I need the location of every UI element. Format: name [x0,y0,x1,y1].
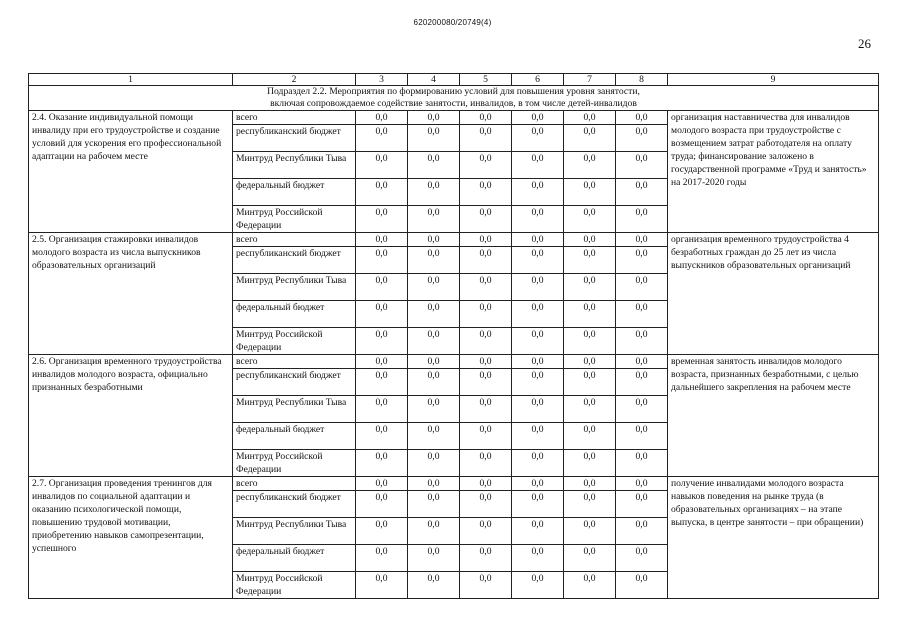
value-cell: 0,0 [564,572,616,599]
value-cell: 0,0 [512,274,564,301]
table-row [29,233,879,247]
value-cell: 0,0 [564,247,616,274]
funding-source: федеральный бюджет [233,301,356,328]
value-cell: 0,0 [616,206,668,233]
value-cell: 0,0 [408,328,460,355]
value-cell: 0,0 [356,301,408,328]
value-cell: 0,0 [408,247,460,274]
value-cell: 0,0 [512,111,564,125]
value-cell: 0,0 [616,396,668,423]
value-cell: 0,0 [356,233,408,247]
funding-source: всего [233,233,356,247]
value-cell: 0,0 [408,491,460,518]
value-cell: 0,0 [356,274,408,301]
value-cell: 0,0 [564,518,616,545]
value-cell: 0,0 [564,233,616,247]
value-cell: 0,0 [512,125,564,152]
value-cell: 0,0 [616,477,668,491]
value-cell: 0,0 [356,355,408,369]
value-cell: 0,0 [460,179,512,206]
value-cell: 0,0 [512,355,564,369]
value-cell: 0,0 [408,396,460,423]
funding-source: всего [233,355,356,369]
value-cell: 0,0 [408,518,460,545]
funding-source: Минтруд Российской Федерации [233,206,356,233]
value-cell: 0,0 [460,396,512,423]
funding-source: федеральный бюджет [233,179,356,206]
value-cell: 0,0 [408,233,460,247]
value-cell: 0,0 [356,572,408,599]
funding-source: федеральный бюджет [233,545,356,572]
value-cell: 0,0 [460,233,512,247]
value-cell: 0,0 [408,125,460,152]
value-cell: 0,0 [616,301,668,328]
funding-source: федеральный бюджет [233,423,356,450]
header-cell: 7 [564,74,616,86]
value-cell: 0,0 [460,369,512,396]
value-cell: 0,0 [564,355,616,369]
measure-title: 2.6. Организация временного трудоустройства инвалидов молодого возраста, официально признанных безработными [29,355,233,477]
value-cell: 0,0 [616,450,668,477]
value-cell: 0,0 [616,572,668,599]
page-number: 26 [858,36,871,51]
subsection-row [29,86,879,111]
value-cell: 0,0 [512,233,564,247]
value-cell: 0,0 [460,328,512,355]
value-cell: 0,0 [356,247,408,274]
table-row [29,477,879,491]
table-row [29,355,879,369]
value-cell: 0,0 [564,328,616,355]
value-cell: 0,0 [356,450,408,477]
value-cell: 0,0 [460,274,512,301]
value-cell: 0,0 [460,545,512,572]
value-cell: 0,0 [356,518,408,545]
value-cell: 0,0 [460,518,512,545]
value-cell: 0,0 [512,179,564,206]
funding-source: республиканский бюджет [233,369,356,396]
measure-title: 2.7. Организация проведения тренингов для инвалидов по социальной адаптации и оказанию психологической помощи, повышению трудовой мотивации, приобретению навыков самопрезентации, успешного [29,477,233,599]
funding-source: всего [233,111,356,125]
table-row [29,111,879,125]
expected-result: организация наставничества для инвалидов молодого возраста при трудоустройстве с возмещением затрат работодателя на оплату труда; финансирование заложено в государственной программе «Труд и занятость» на 2017-2020 годы [668,111,879,233]
value-cell: 0,0 [408,111,460,125]
value-cell: 0,0 [460,491,512,518]
value-cell: 0,0 [512,518,564,545]
measure-title: 2.5. Организация стажировки инвалидов молодого возраста из числа выпускников образовательных организаций [29,233,233,355]
value-cell: 0,0 [512,152,564,179]
value-cell: 0,0 [512,328,564,355]
value-cell: 0,0 [408,179,460,206]
value-cell: 0,0 [408,355,460,369]
value-cell: 0,0 [564,274,616,301]
value-cell: 0,0 [564,423,616,450]
value-cell: 0,0 [616,518,668,545]
value-cell: 0,0 [408,450,460,477]
header-cell: 5 [460,74,512,86]
measure-title: 2.4. Оказание индивидуальной помощи инвалиду при его трудоустройстве и создание условий для ускорения его профессиональной адаптации на рабочем месте [29,111,233,233]
value-cell: 0,0 [408,423,460,450]
value-cell: 0,0 [356,206,408,233]
table-body [29,74,879,599]
value-cell: 0,0 [460,125,512,152]
funding-source: Минтруд Республики Тыва [233,518,356,545]
value-cell: 0,0 [356,477,408,491]
value-cell: 0,0 [616,247,668,274]
value-cell: 0,0 [460,247,512,274]
value-cell: 0,0 [408,477,460,491]
funding-source: Минтруд Республики Тыва [233,274,356,301]
value-cell: 0,0 [408,152,460,179]
value-cell: 0,0 [564,301,616,328]
value-cell: 0,0 [616,125,668,152]
value-cell: 0,0 [564,111,616,125]
value-cell: 0,0 [564,477,616,491]
header-cell: 3 [356,74,408,86]
value-cell: 0,0 [616,179,668,206]
value-cell: 0,0 [356,125,408,152]
value-cell: 0,0 [616,274,668,301]
subsection-title [29,86,879,111]
value-cell: 0,0 [616,545,668,572]
value-cell: 0,0 [564,491,616,518]
value-cell: 0,0 [356,491,408,518]
value-cell: 0,0 [564,125,616,152]
value-cell: 0,0 [564,396,616,423]
document-id: 620200080/20749(4) [413,18,492,27]
value-cell: 0,0 [356,152,408,179]
funding-source: всего [233,477,356,491]
value-cell: 0,0 [564,369,616,396]
value-cell: 0,0 [512,423,564,450]
value-cell: 0,0 [512,545,564,572]
value-cell: 0,0 [616,355,668,369]
value-cell: 0,0 [616,491,668,518]
value-cell: 0,0 [616,369,668,396]
value-cell: 0,0 [408,206,460,233]
value-cell: 0,0 [460,152,512,179]
value-cell: 0,0 [408,369,460,396]
funding-source: Минтруд Российской Федерации [233,450,356,477]
header-cell: 8 [616,74,668,86]
value-cell: 0,0 [512,369,564,396]
value-cell: 0,0 [460,206,512,233]
value-cell: 0,0 [356,423,408,450]
funding-source: Минтруд Российской Федерации [233,328,356,355]
value-cell: 0,0 [616,111,668,125]
value-cell: 0,0 [616,423,668,450]
subsection-line: Подраздел 2.2. Мероприятия по формированию условий для повышения уровня занятости, [267,86,640,97]
funding-source: Минтруд Республики Тыва [233,396,356,423]
value-cell: 0,0 [512,206,564,233]
value-cell: 0,0 [460,423,512,450]
expected-result: организация временного трудоустройства 4 безработных граждан до 25 лет из числа выпускников образовательных организаций [668,233,879,355]
value-cell: 0,0 [408,274,460,301]
header-row [29,74,879,86]
value-cell: 0,0 [616,233,668,247]
header-cell: 1 [29,74,233,86]
header-cell: 4 [408,74,460,86]
value-cell: 0,0 [408,545,460,572]
value-cell: 0,0 [460,572,512,599]
value-cell: 0,0 [512,450,564,477]
expected-result: временная занятость инвалидов молодого возраста, признанных безработными, с целью дальнейшего закрепления на рабочем месте [668,355,879,477]
value-cell: 0,0 [408,572,460,599]
funding-source: республиканский бюджет [233,247,356,274]
value-cell: 0,0 [564,152,616,179]
funding-source: республиканский бюджет [233,125,356,152]
value-cell: 0,0 [460,301,512,328]
value-cell: 0,0 [512,247,564,274]
value-cell: 0,0 [356,369,408,396]
value-cell: 0,0 [512,396,564,423]
value-cell: 0,0 [356,545,408,572]
value-cell: 0,0 [512,301,564,328]
value-cell: 0,0 [356,111,408,125]
value-cell: 0,0 [356,328,408,355]
value-cell: 0,0 [356,179,408,206]
funding-source: Минтруд Российской Федерации [233,572,356,599]
value-cell: 0,0 [460,355,512,369]
value-cell: 0,0 [512,491,564,518]
header-cell: 9 [668,74,879,86]
measures-table [28,73,879,599]
value-cell: 0,0 [564,179,616,206]
value-cell: 0,0 [564,450,616,477]
value-cell: 0,0 [460,450,512,477]
value-cell: 0,0 [356,396,408,423]
value-cell: 0,0 [564,206,616,233]
header-cell: 2 [233,74,356,86]
value-cell: 0,0 [512,572,564,599]
value-cell: 0,0 [616,328,668,355]
value-cell: 0,0 [512,477,564,491]
value-cell: 0,0 [460,477,512,491]
value-cell: 0,0 [564,545,616,572]
value-cell: 0,0 [460,111,512,125]
value-cell: 0,0 [408,301,460,328]
subsection-line: включая сопровождаемое содействие занятости, инвалидов, в том числе детей-инвалидов [270,98,637,109]
header-cell: 6 [512,74,564,86]
value-cell: 0,0 [616,152,668,179]
funding-source: республиканский бюджет [233,491,356,518]
expected-result: получение инвалидами молодого возраста навыков поведения на рынке труда (в образовательных организациях – на этапе выпуска, в центре занятости – при обращении) [668,477,879,599]
funding-source: Минтруд Республики Тыва [233,152,356,179]
